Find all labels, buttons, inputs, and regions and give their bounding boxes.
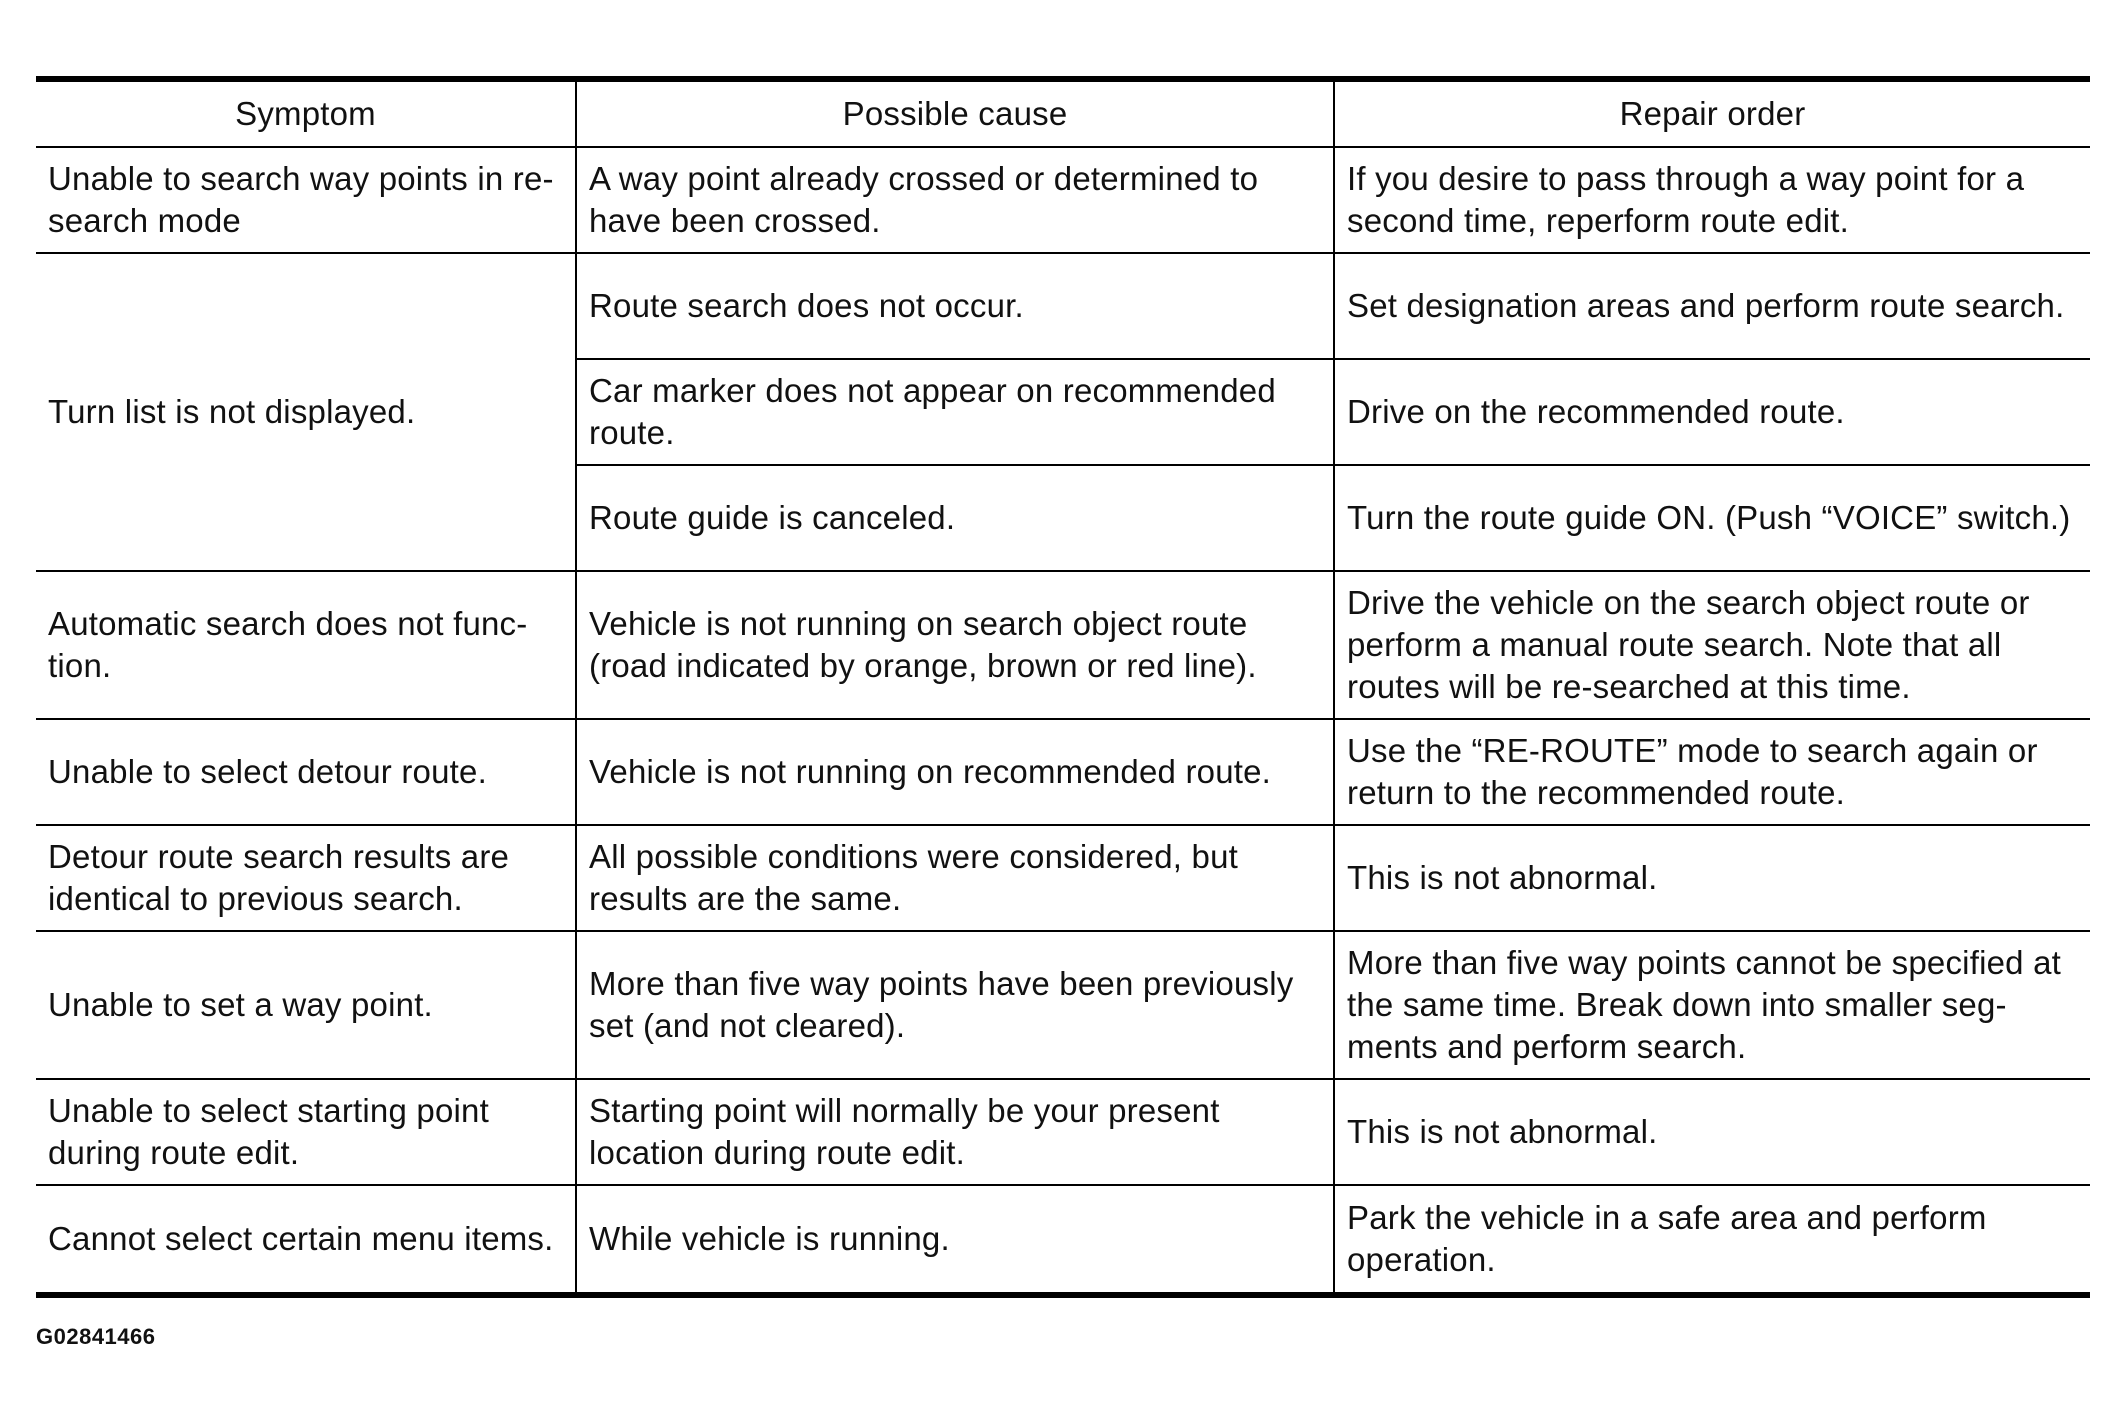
repair-cell: Set designation areas and perform route search. bbox=[1334, 253, 2090, 359]
cause-cell: Route search does not occur. bbox=[576, 253, 1334, 359]
table-row bbox=[36, 1185, 2090, 1295]
cause-cell: Vehicle is not running on search object route (road indicated by orange, brown or red line). bbox=[576, 571, 1334, 719]
symptom-cell: Cannot select certain menu items. bbox=[36, 1185, 576, 1295]
table-row bbox=[36, 1079, 2090, 1185]
repair-cell: Drive the vehicle on the search object route or perform a manual route search. Note that all routes will be re-searched at this time. bbox=[1334, 571, 2090, 719]
repair-cell: Park the vehicle in a safe area and perform operation. bbox=[1334, 1185, 2090, 1295]
cause-cell: A way point already crossed or determined to have been crossed. bbox=[576, 147, 1334, 253]
header-symptom: Symptom bbox=[36, 79, 576, 147]
repair-cell: Drive on the recommended route. bbox=[1334, 359, 2090, 465]
cause-cell: Car marker does not appear on recommended route. bbox=[576, 359, 1334, 465]
symptom-cell: Unable to search way points in re-search mode bbox=[36, 147, 576, 253]
table-row bbox=[36, 931, 2090, 1079]
cause-cell: Route guide is canceled. bbox=[576, 465, 1334, 571]
repair-cell: Turn the route guide ON. (Push “VOICE” switch.) bbox=[1334, 465, 2090, 571]
cause-cell: Vehicle is not running on recommended route. bbox=[576, 719, 1334, 825]
table-row bbox=[36, 719, 2090, 825]
repair-cell: Use the “RE-ROUTE” mode to search again or return to the recommended route. bbox=[1334, 719, 2090, 825]
header-repair-order: Repair order bbox=[1334, 79, 2090, 147]
symptom-cell: Unable to select starting point during route edit. bbox=[36, 1079, 576, 1185]
symptom-cell: Unable to set a way point. bbox=[36, 931, 576, 1079]
table-row bbox=[36, 253, 2090, 359]
cause-cell: Starting point will normally be your present location during route edit. bbox=[576, 1079, 1334, 1185]
repair-cell: If you desire to pass through a way point for a second time, reperform route edit. bbox=[1334, 147, 2090, 253]
symptom-cell: Detour route search results are identical to previous search. bbox=[36, 825, 576, 931]
table-row bbox=[36, 147, 2090, 253]
table-row bbox=[36, 571, 2090, 719]
cause-cell: More than five way points have been previously set (and not cleared). bbox=[576, 931, 1334, 1079]
repair-cell: More than five way points cannot be specified at the same time. Break down into smaller segments and perform search. bbox=[1334, 931, 2090, 1079]
troubleshooting-table bbox=[36, 76, 2090, 1298]
troubleshooting-table-container bbox=[36, 76, 2090, 1298]
symptom-cell: Automatic search does not function. bbox=[36, 571, 576, 719]
symptom-cell: Unable to select detour route. bbox=[36, 719, 576, 825]
table-row bbox=[36, 825, 2090, 931]
header-possible-cause: Possible cause bbox=[576, 79, 1334, 147]
repair-cell: This is not abnormal. bbox=[1334, 1079, 2090, 1185]
figure-id: G02841466 bbox=[36, 1324, 156, 1349]
repair-cell: This is not abnormal. bbox=[1334, 825, 2090, 931]
cause-cell: While vehicle is running. bbox=[576, 1185, 1334, 1295]
symptom-cell: Turn list is not displayed. bbox=[36, 253, 576, 571]
header-row bbox=[36, 79, 2090, 147]
cause-cell: All possible conditions were considered, but results are the same. bbox=[576, 825, 1334, 931]
